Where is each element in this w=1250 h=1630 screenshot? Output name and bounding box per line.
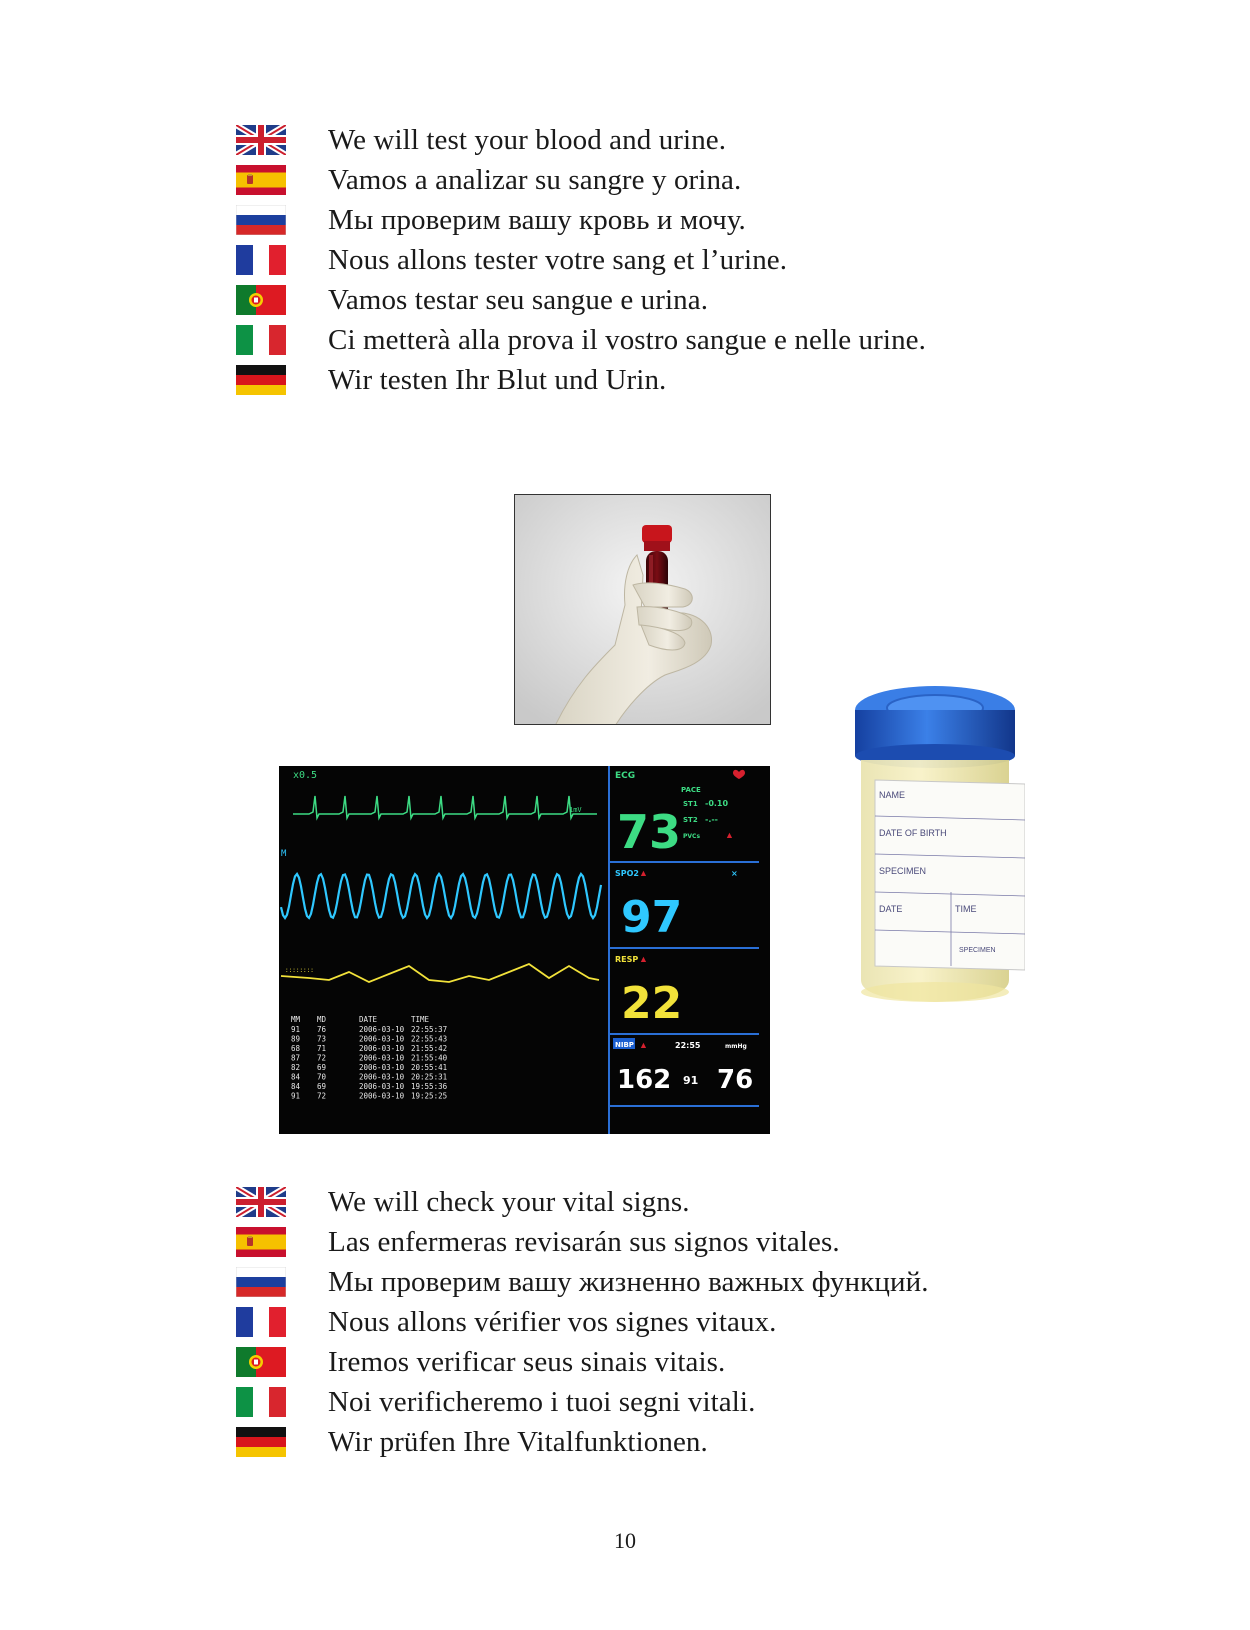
france-flag-icon [236, 245, 286, 275]
phrase-text: Iremos verificar seus sinais vitais. [328, 1346, 726, 1378]
uk-flag-icon [236, 125, 286, 155]
table-cell: 69 [317, 1082, 327, 1091]
svg-text:▲: ▲ [725, 830, 734, 840]
phrase-row-ru [236, 1262, 1056, 1302]
spain-flag-icon [236, 1227, 286, 1257]
table-cell: 82 [291, 1063, 301, 1072]
svg-text:M: M [281, 849, 287, 859]
resp-label: RESP [615, 955, 639, 964]
table-cell: 2006-03-10 [359, 1053, 405, 1063]
germany-flag-icon [236, 365, 286, 395]
table-cell: 2006-03-10 [359, 1025, 405, 1034]
svg-text:▲: ▲ [639, 954, 648, 964]
table-cell: 70 [317, 1072, 327, 1082]
svg-text:TIME: TIME [955, 904, 977, 914]
table-cell: 2006-03-10 [359, 1044, 405, 1053]
ecg-label: ECG [615, 771, 636, 781]
vital-signs-monitor-photo [279, 766, 770, 1134]
phrase-row-en [236, 1182, 1056, 1222]
svg-text:DATE OF BIRTH: DATE OF BIRTH [879, 828, 947, 838]
phrase-row-fr [236, 1302, 1056, 1342]
phrase-row-it [236, 1382, 1056, 1422]
table-cell: 91 [291, 1091, 301, 1101]
phrase-text: Ci metterà alla prova il vostro sangue e nelle urine. [328, 324, 926, 356]
svg-text:DATE: DATE [359, 1015, 378, 1024]
table-cell: 91 [291, 1025, 301, 1034]
table-cell: 2006-03-10 [359, 1082, 405, 1091]
portugal-flag-icon [236, 1347, 286, 1377]
table-cell: 84 [291, 1082, 301, 1091]
svg-text:mmHg: mmHg [725, 1043, 747, 1050]
phrase-row-ru [236, 200, 1056, 240]
nibp-label: NIBP [615, 1041, 634, 1049]
phrase-row-en [236, 120, 1056, 160]
russia-flag-icon [236, 205, 286, 235]
phrase-row-de [236, 360, 1056, 400]
phrase-row-it [236, 320, 1056, 360]
table-cell: 20:25:31 [411, 1072, 448, 1082]
phrase-text: Las enfermeras revisarán sus signos vitales. [328, 1226, 840, 1258]
svg-text:-0.10: -0.10 [705, 799, 729, 808]
phrase-text: We will check your vital signs. [328, 1186, 690, 1218]
table-cell: 87 [291, 1053, 301, 1063]
phrase-row-pt [236, 1342, 1056, 1382]
phrase-row-es [236, 160, 1056, 200]
heart-rate-value: 73 [617, 805, 682, 859]
spain-flag-icon [236, 165, 286, 195]
resp-value: 22 [621, 978, 683, 1029]
svg-text:NAME: NAME [879, 790, 906, 800]
phrase-row-pt [236, 280, 1056, 320]
pace-label: PACE [681, 786, 701, 794]
top-phrase-list [236, 120, 1056, 400]
table-cell: 22:55:43 [411, 1034, 448, 1044]
uk-flag-icon [236, 1187, 286, 1217]
spo2-value: 97 [621, 892, 683, 943]
table-cell: 72 [317, 1053, 327, 1063]
table-cell: 73 [317, 1034, 327, 1044]
table-cell: 2006-03-10 [359, 1091, 405, 1101]
germany-flag-icon [236, 1427, 286, 1457]
table-cell: 84 [291, 1072, 301, 1082]
table-cell: 89 [291, 1034, 301, 1044]
table-cell: 68 [291, 1044, 301, 1053]
svg-text:MD: MD [317, 1015, 327, 1024]
phrase-text: Noi verificheremo i tuoi segni vitali. [328, 1386, 756, 1418]
table-cell: 22:55:37 [411, 1025, 448, 1034]
svg-text:ST1: ST1 [683, 800, 698, 808]
phrase-text: We will test your blood and urine. [328, 124, 727, 156]
urine-specimen-photo [845, 680, 1025, 1020]
svg-text:×: × [731, 869, 738, 878]
phrase-row-es [236, 1222, 1056, 1262]
svg-text:▲: ▲ [639, 868, 648, 878]
phrase-text: Мы проверим вашу жизненно важных функций. [328, 1266, 929, 1298]
italy-flag-icon [236, 325, 286, 355]
monitor-scale-label: x0.5 [293, 770, 318, 781]
phrase-text: Wir prüfen Ihre Vitalfunktionen. [328, 1426, 708, 1458]
phrase-text: Vamos a analizar su sangre y orina. [328, 164, 742, 196]
nibp-map-value: 91 [683, 1074, 699, 1087]
table-cell: 21:55:42 [411, 1044, 448, 1053]
svg-text:22:55: 22:55 [675, 1041, 701, 1050]
blood-sample-photo [514, 494, 771, 725]
svg-text:PVCs: PVCs [683, 833, 701, 840]
svg-text:::::::::: :::::::: [285, 967, 314, 974]
table-cell: 21:55:40 [411, 1053, 448, 1063]
phrase-text: Wir testen Ihr Blut und Urin. [328, 364, 667, 396]
svg-text:1mV: 1mV [569, 806, 582, 814]
table-cell: 19:25:25 [411, 1091, 448, 1101]
phrase-text: Nous allons vérifier vos signes vitaux. [328, 1306, 777, 1338]
table-cell: 72 [317, 1091, 327, 1101]
table-cell: 20:55:41 [411, 1063, 448, 1072]
nibp-systolic-value: 162 [617, 1065, 672, 1095]
table-cell: 2006-03-10 [359, 1063, 405, 1072]
svg-text:ST2: ST2 [683, 816, 698, 824]
france-flag-icon [236, 1307, 286, 1337]
portugal-flag-icon [236, 285, 286, 315]
phrase-row-de [236, 1422, 1056, 1462]
phrase-text: Vamos testar seu sangue e urina. [328, 284, 709, 316]
svg-text:-.--: -.-- [705, 815, 718, 824]
svg-text:MM: MM [291, 1015, 301, 1024]
spo2-label: SPO2 [615, 869, 639, 878]
phrase-row-fr [236, 240, 1056, 280]
bottom-phrase-list [236, 1182, 1056, 1462]
phrase-text: Nous allons tester votre sang et l’urine. [328, 244, 788, 276]
svg-text:TIME: TIME [411, 1015, 430, 1024]
russia-flag-icon [236, 1267, 286, 1297]
table-cell: 71 [317, 1044, 327, 1053]
specimen-label [875, 780, 1025, 970]
page-number: 10 [614, 1528, 636, 1553]
table-cell: 2006-03-10 [359, 1072, 405, 1082]
svg-text:SPECIMEN: SPECIMEN [879, 866, 927, 876]
table-cell: 69 [317, 1063, 327, 1072]
table-cell: 2006-03-10 [359, 1034, 405, 1044]
table-cell: 19:55:36 [411, 1082, 448, 1091]
table-cell: 76 [317, 1025, 327, 1034]
italy-flag-icon [236, 1387, 286, 1417]
phrase-text: Мы проверим вашу кровь и мочу. [328, 204, 746, 236]
svg-text:SPECIMEN: SPECIMEN [959, 947, 996, 954]
svg-text:DATE: DATE [879, 904, 903, 914]
svg-text:▲: ▲ [639, 1040, 648, 1050]
nibp-diastolic-value: 76 [717, 1065, 754, 1095]
